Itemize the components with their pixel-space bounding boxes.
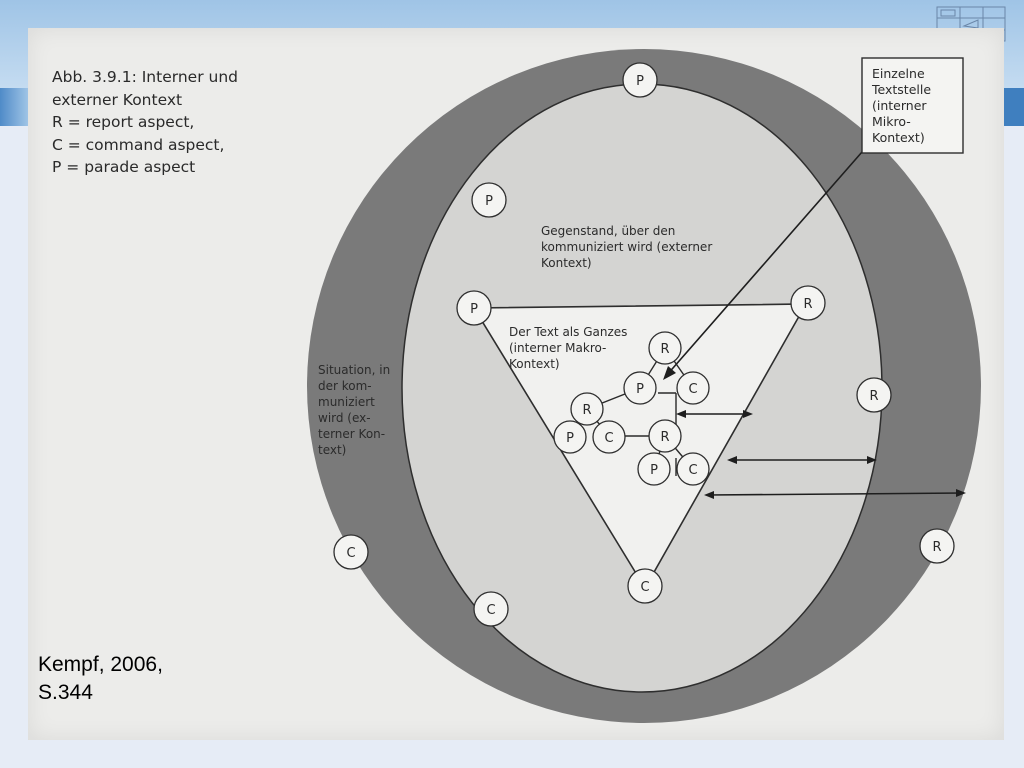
node-label: P bbox=[650, 463, 658, 478]
node-label: C bbox=[604, 431, 614, 446]
node-label: R bbox=[660, 430, 670, 445]
inner-label-line: (interner Makro- bbox=[509, 341, 607, 355]
caption-line: P = parade aspect bbox=[52, 158, 196, 176]
node-label: C bbox=[688, 382, 698, 397]
source-citation bbox=[38, 651, 238, 707]
caption-line: externer Kontext bbox=[52, 90, 183, 109]
callout-line: Mikro- bbox=[872, 114, 911, 129]
micro-node bbox=[649, 420, 681, 452]
node-label: R bbox=[582, 403, 592, 418]
micro-node bbox=[677, 453, 709, 485]
micro-node bbox=[649, 332, 681, 364]
callout-line: Kontext) bbox=[872, 130, 925, 145]
caption-line: Abb. 3.9.1: Interner und bbox=[52, 68, 238, 86]
micro-node bbox=[571, 393, 603, 425]
micro-node bbox=[624, 372, 656, 404]
node-label: C bbox=[640, 580, 650, 595]
middle-label-line: Gegenstand, über den bbox=[541, 224, 676, 238]
node-label: R bbox=[803, 297, 813, 312]
triangle-corner-node bbox=[628, 569, 662, 603]
node-label: P bbox=[566, 431, 574, 446]
caption-line: C = command aspect, bbox=[52, 135, 225, 154]
node-label: P bbox=[636, 74, 644, 89]
middle-label-line: Kontext) bbox=[541, 256, 592, 270]
callout-line: (interner bbox=[872, 98, 927, 113]
outer-label-line: text) bbox=[318, 443, 347, 457]
inner-label-line: Der Text als Ganzes bbox=[509, 325, 628, 339]
triangle-corner-node bbox=[457, 291, 491, 325]
callout-line: Einzelne bbox=[872, 66, 925, 81]
node-label: R bbox=[932, 540, 942, 555]
outer-ring-node bbox=[623, 63, 657, 97]
figure-caption bbox=[52, 66, 282, 179]
outer-label-line: muniziert bbox=[318, 395, 375, 409]
outer-label-line: der kom- bbox=[318, 379, 372, 393]
node-label: R bbox=[869, 389, 879, 404]
outer-label-line: wird (ex- bbox=[318, 411, 371, 425]
outer-ring-node bbox=[472, 183, 506, 217]
caption-line: R = report aspect, bbox=[52, 113, 195, 131]
outer-ring-node bbox=[474, 592, 508, 626]
node-label: C bbox=[486, 603, 496, 618]
micro-node bbox=[677, 372, 709, 404]
node-label: C bbox=[346, 546, 356, 561]
callout-line: Textstelle bbox=[872, 82, 932, 97]
node-label: P bbox=[485, 194, 493, 209]
outer-label-line: terner Kon- bbox=[318, 427, 386, 441]
micro-node bbox=[593, 421, 625, 453]
outer-ring-node bbox=[334, 535, 368, 569]
node-label: R bbox=[660, 342, 670, 357]
outer-ring-node bbox=[920, 529, 954, 563]
citation-line: S.344 bbox=[38, 681, 93, 704]
micro-node bbox=[638, 453, 670, 485]
node-label: C bbox=[688, 463, 698, 478]
middle-label-line: kommuniziert wird (externer bbox=[541, 240, 713, 254]
citation-line: Kempf, 2006, bbox=[38, 653, 163, 676]
triangle-corner-node bbox=[791, 286, 825, 320]
outer-label-line: Situation, in bbox=[318, 363, 391, 377]
inner-label-line: Kontext) bbox=[509, 357, 560, 371]
micro-node bbox=[554, 421, 586, 453]
outer-ring-node bbox=[857, 378, 891, 412]
node-label: P bbox=[470, 302, 478, 317]
node-label: P bbox=[636, 382, 644, 397]
